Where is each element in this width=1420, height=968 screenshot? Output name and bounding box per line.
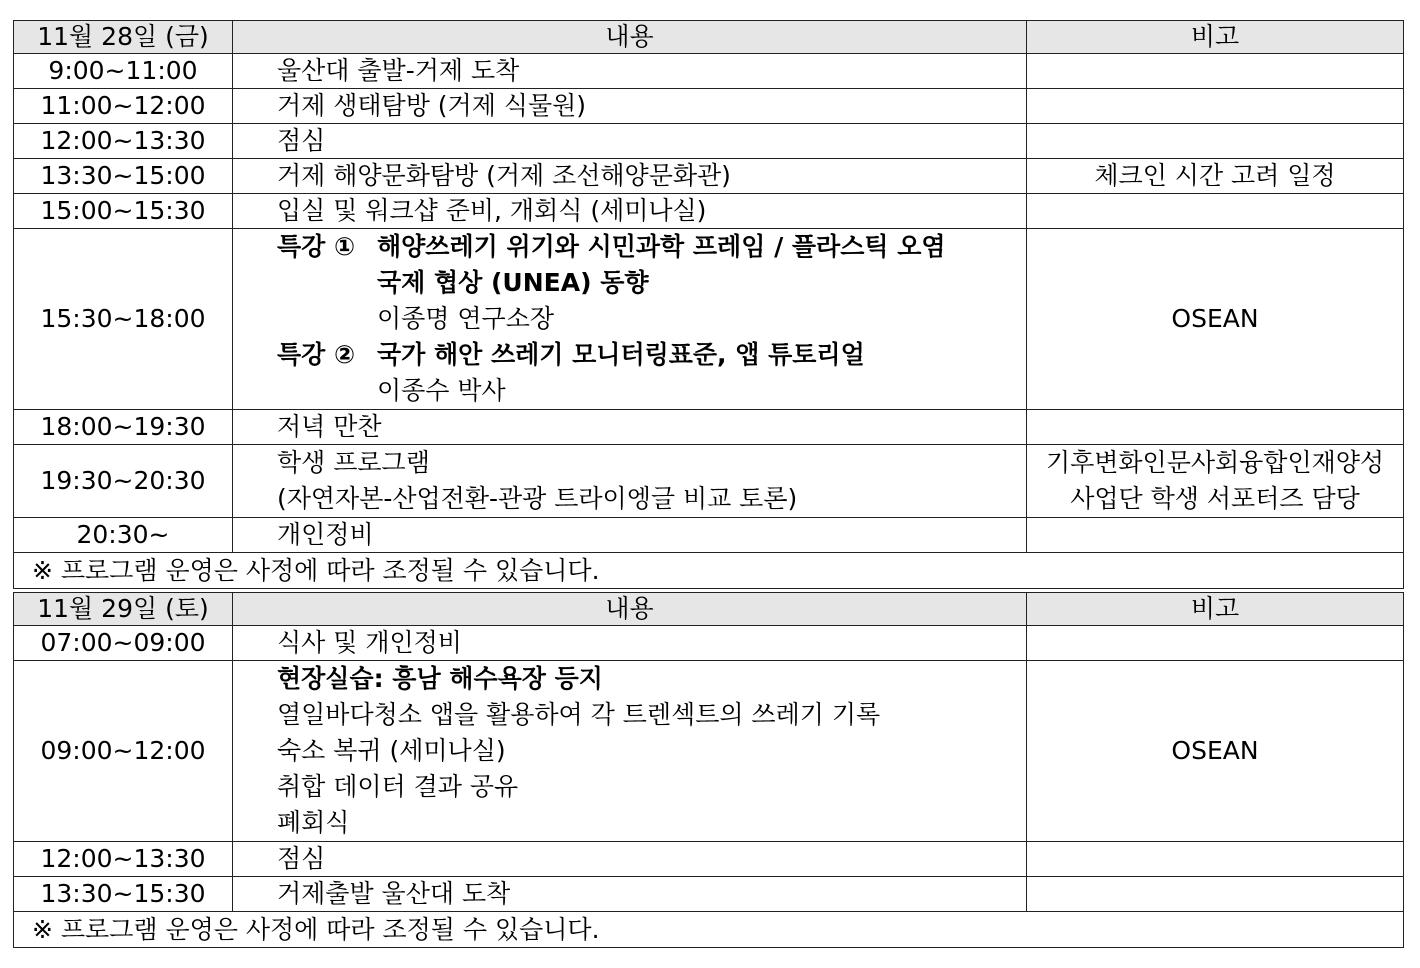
content-line: 폐회식 <box>277 808 350 837</box>
schedule-footnote: ※ 프로그램 운영은 사정에 따라 조정될 수 있습니다. <box>14 912 1404 948</box>
time-cell: 12:00~13:30 <box>14 124 233 159</box>
table-row-field-practice <box>14 661 1404 842</box>
time-cell: 15:00~15:30 <box>14 194 233 229</box>
content-line: 열일바다청소 앱을 활용하여 각 트렌섹트의 쓰레기 기록 <box>277 700 881 729</box>
date-header: 11월 28일 (금) <box>14 21 233 54</box>
note-cell: OSEAN <box>1027 661 1404 842</box>
content-cell: 거제 해양문화탐방 (거제 조선해양문화관) <box>233 159 1027 194</box>
time-cell: 15:30~18:00 <box>14 229 233 410</box>
note-cell <box>1027 124 1404 159</box>
note-line: 기후변화인문사회융합인재양성 <box>1045 448 1385 477</box>
table-row-lectures <box>14 229 1404 410</box>
note-header: 비고 <box>1027 593 1404 626</box>
table-row <box>14 159 1404 194</box>
lecture-2-label: 특강 ② <box>277 340 356 369</box>
table-row <box>14 842 1404 877</box>
time-cell: 13:30~15:30 <box>14 877 233 912</box>
note-cell <box>1027 877 1404 912</box>
table-row <box>14 877 1404 912</box>
content-cell <box>233 445 1027 518</box>
note-cell <box>1027 194 1404 229</box>
note-cell <box>1027 842 1404 877</box>
lecture-1-label: 특강 ① <box>277 232 356 261</box>
time-cell: 09:00~12:00 <box>14 661 233 842</box>
table-header-row <box>14 21 1404 54</box>
lecture-1-title-line <box>277 229 1026 265</box>
lecture-1-title-cont: 국제 협상 (UNEA) 동향 <box>377 268 649 297</box>
time-cell: 18:00~19:30 <box>14 410 233 445</box>
time-cell: 11:00~12:00 <box>14 89 233 124</box>
table-row <box>14 54 1404 89</box>
content-cell: 울산대 출발-거제 도착 <box>233 54 1027 89</box>
schedule-footnote: ※ 프로그램 운영은 사정에 따라 조정될 수 있습니다. <box>14 553 1404 589</box>
note-line: 사업단 학생 서포터즈 담당 <box>1070 484 1360 513</box>
content-line: 취합 데이터 결과 공유 <box>277 772 519 801</box>
table-row <box>14 518 1404 553</box>
footer-row <box>14 912 1404 948</box>
lecture-2-title-line <box>277 337 1026 373</box>
schedule-table-day2 <box>13 592 1404 948</box>
schedule-table-day1 <box>13 20 1404 589</box>
content-line: 학생 프로그램 <box>277 448 430 477</box>
table-row <box>14 626 1404 661</box>
time-cell: 12:00~13:30 <box>14 842 233 877</box>
content-cell <box>233 661 1027 842</box>
lecture-1-speaker: 이종명 연구소장 <box>377 304 554 333</box>
content-cell: 저녁 만찬 <box>233 410 1027 445</box>
content-cell: 거제출발 울산대 도착 <box>233 877 1027 912</box>
lecture-2-speaker: 이종수 박사 <box>377 376 506 405</box>
time-cell: 20:30~ <box>14 518 233 553</box>
content-header: 내용 <box>233 21 1027 54</box>
note-header: 비고 <box>1027 21 1404 54</box>
table-row <box>14 89 1404 124</box>
content-cell: 점심 <box>233 124 1027 159</box>
lecture-content-cell <box>233 229 1027 410</box>
table-row <box>14 124 1404 159</box>
field-practice-title: 현장실습: 흥남 해수욕장 등지 <box>277 664 603 693</box>
content-header: 내용 <box>233 593 1027 626</box>
time-cell: 19:30~20:30 <box>14 445 233 518</box>
time-cell: 13:30~15:00 <box>14 159 233 194</box>
note-cell <box>1027 518 1404 553</box>
table-header-row <box>14 593 1404 626</box>
note-cell: 체크인 시간 고려 일정 <box>1027 159 1404 194</box>
note-cell <box>1027 626 1404 661</box>
table-row-student-program <box>14 445 1404 518</box>
lecture-1-title: 해양쓰레기 위기와 시민과학 프레임 / 플라스틱 오염 <box>377 232 946 261</box>
content-cell: 입실 및 워크샵 준비, 개회식 (세미나실) <box>233 194 1027 229</box>
content-cell: 거제 생태탐방 (거제 식물원) <box>233 89 1027 124</box>
date-header: 11월 29일 (토) <box>14 593 233 626</box>
content-line: 숙소 복귀 (세미나실) <box>277 736 506 765</box>
table-row <box>14 410 1404 445</box>
content-line: (자연자본-산업전환-관광 트라이엥글 비교 토론) <box>277 484 798 513</box>
lecture-2-title: 국가 해안 쓰레기 모니터링표준, 앱 튜토리얼 <box>377 340 865 369</box>
content-cell: 점심 <box>233 842 1027 877</box>
time-cell: 07:00~09:00 <box>14 626 233 661</box>
note-cell <box>1027 445 1404 518</box>
note-cell: OSEAN <box>1027 229 1404 410</box>
content-cell: 식사 및 개인정비 <box>233 626 1027 661</box>
time-cell: 9:00~11:00 <box>14 54 233 89</box>
content-cell: 개인정비 <box>233 518 1027 553</box>
note-cell <box>1027 54 1404 89</box>
note-cell <box>1027 89 1404 124</box>
table-row <box>14 194 1404 229</box>
note-cell <box>1027 410 1404 445</box>
footer-row <box>14 553 1404 589</box>
